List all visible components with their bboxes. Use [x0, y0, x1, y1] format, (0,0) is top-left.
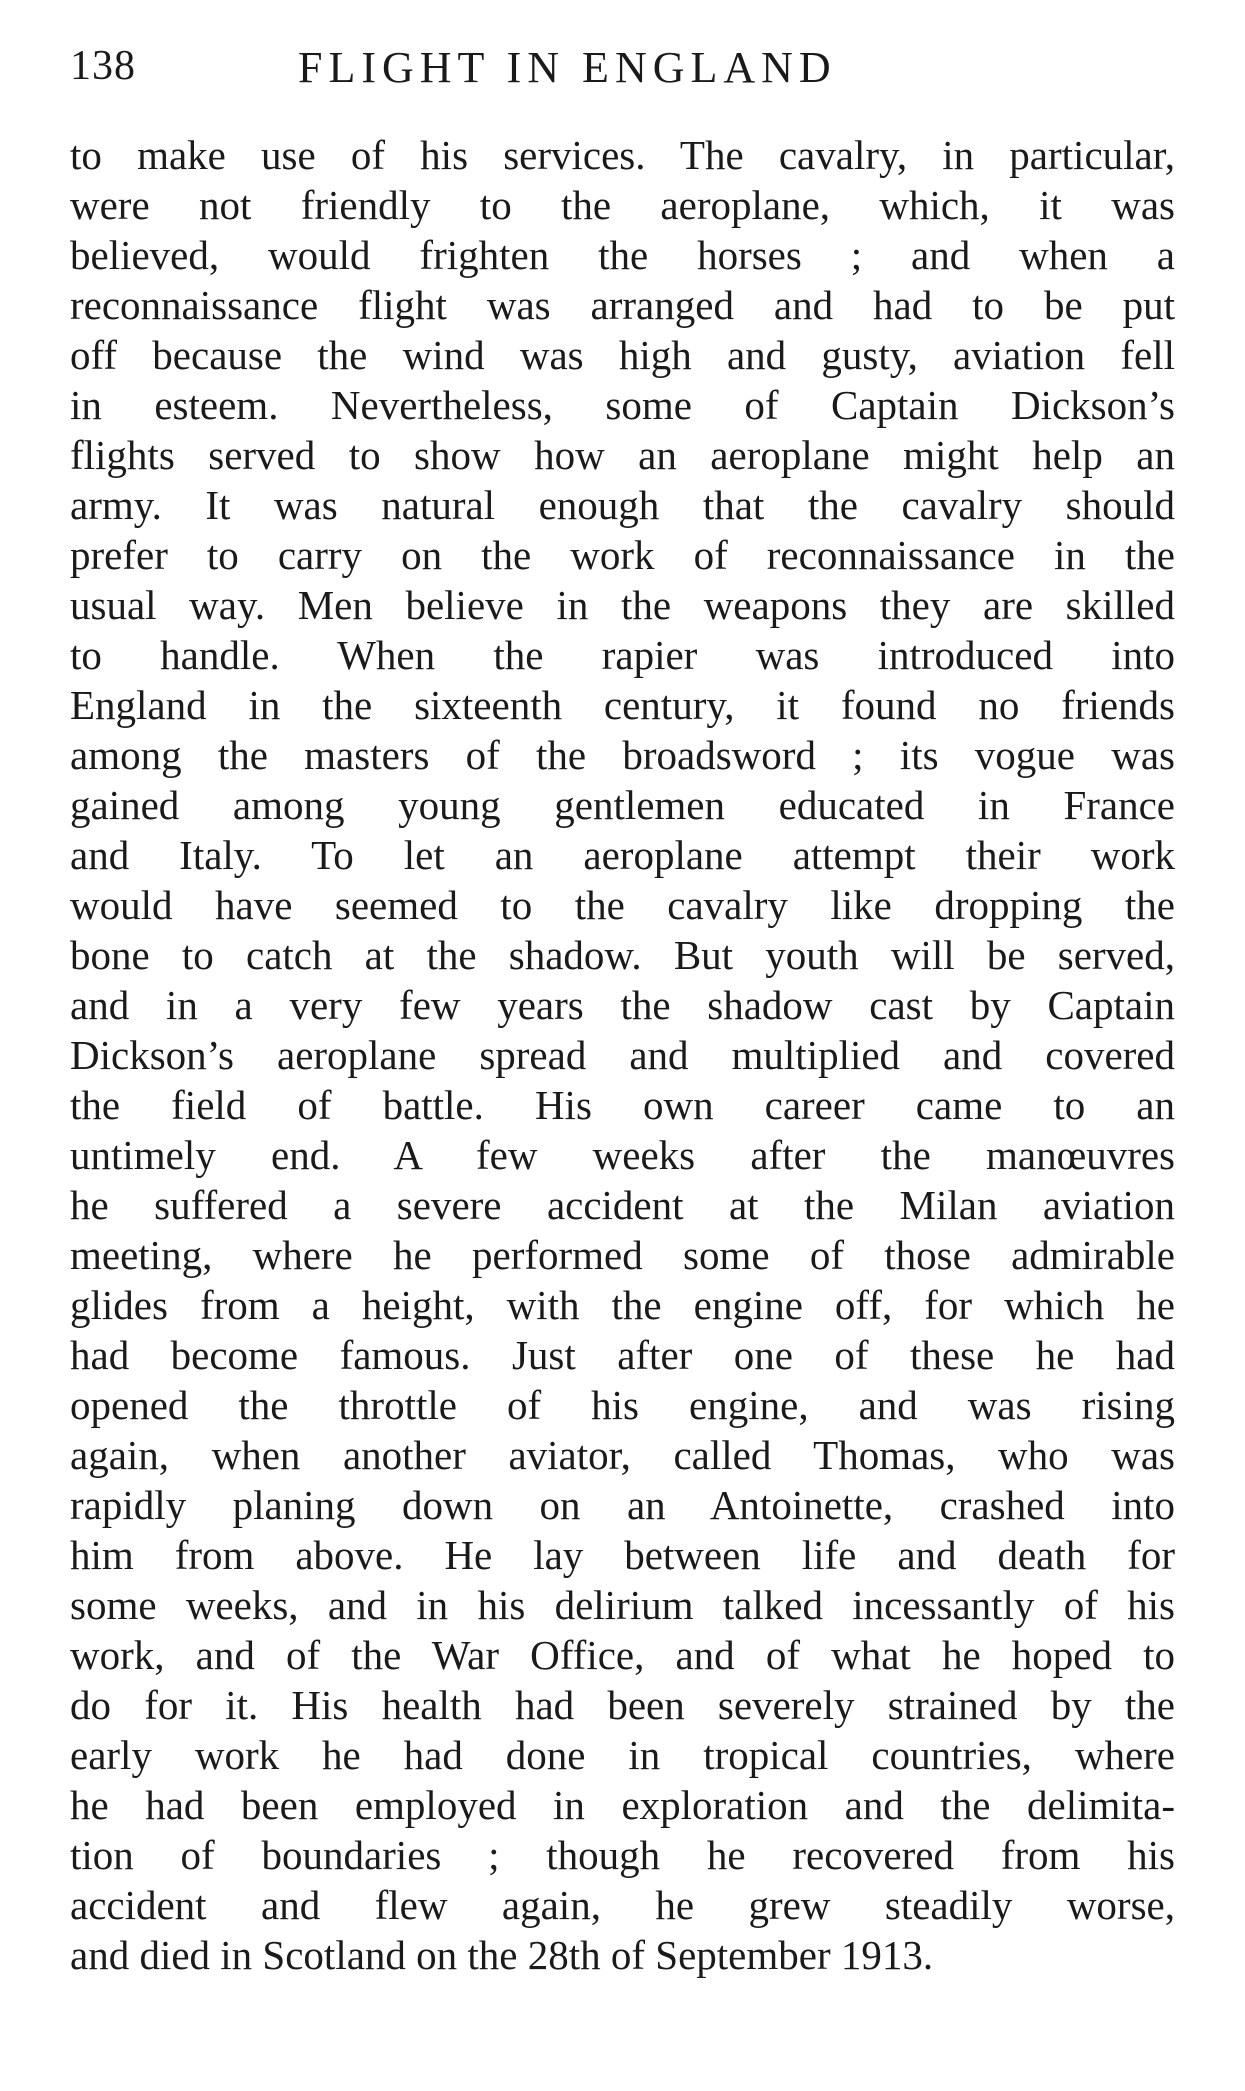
text-line: opened the throttle of his engine, and was rising	[70, 1382, 1175, 1428]
running-title: FLIGHT IN ENGLAND	[298, 43, 837, 92]
text-line: England in the sixteenth century, it found no friends	[70, 682, 1175, 728]
text-line: again, when another aviator, called Thomas, who was	[70, 1432, 1175, 1478]
text-line: reconnaissance flight was arranged and had to be put	[70, 282, 1175, 328]
text-line: flights served to show how an aeroplane might help an	[70, 432, 1175, 478]
text-line: he had been employed in exploration and the delimita-	[70, 1782, 1175, 1828]
text-line: in esteem. Nevertheless, some of Captain Dickson’s	[70, 382, 1175, 428]
text-line: usual way. Men believe in the weapons they are skilled	[70, 582, 1175, 628]
text-line: among the masters of the broadsword ; its vogue was	[70, 732, 1175, 778]
text-line: work, and of the War Office, and of what he hoped to	[70, 1632, 1175, 1678]
body-paragraph	[70, 130, 1175, 1980]
text-line: rapidly planing down on an Antoinette, crashed into	[70, 1482, 1175, 1528]
text-line: would have seemed to the cavalry like dropping the	[70, 882, 1175, 928]
text-line: glides from a height, with the engine off, for which he	[70, 1282, 1175, 1328]
text-line: army. It was natural enough that the cavalry should	[70, 482, 1175, 528]
text-line: believed, would frighten the horses ; and when a	[70, 232, 1175, 278]
running-head	[70, 42, 1175, 102]
text-line: untimely end. A few weeks after the manœuvres	[70, 1132, 1175, 1178]
text-line: early work he had done in tropical countries, where	[70, 1732, 1175, 1778]
text-line: some weeks, and in his delirium talked incessantly of his	[70, 1582, 1175, 1628]
text-line: had become famous. Just after one of these he had	[70, 1332, 1175, 1378]
text-line: and Italy. To let an aeroplane attempt their work	[70, 832, 1175, 878]
text-line: gained among young gentlemen educated in France	[70, 782, 1175, 828]
text-line: and in a very few years the shadow cast by Captain	[70, 982, 1175, 1028]
text-line: Dickson’s aeroplane spread and multiplied and covered	[70, 1032, 1175, 1078]
page-number: 138	[70, 43, 136, 89]
text-line-last: and died in Scotland on the 28th of September 1913.	[70, 1932, 934, 1978]
text-line: to make use of his services. The cavalry, in particular,	[70, 132, 1175, 178]
text-line: prefer to carry on the work of reconnaissance in the	[70, 532, 1175, 578]
text-line: he suffered a severe accident at the Milan aviation	[70, 1182, 1175, 1228]
text-line: to handle. When the rapier was introduced into	[70, 632, 1175, 678]
text-line: tion of boundaries ; though he recovered from his	[70, 1832, 1175, 1878]
text-line: the field of battle. His own career came to an	[70, 1082, 1175, 1128]
text-line: were not friendly to the aeroplane, which, it was	[70, 182, 1175, 228]
text-line: accident and flew again, he grew steadily worse,	[70, 1882, 1175, 1928]
text-line: meeting, where he performed some of those admirable	[70, 1232, 1175, 1278]
text-line: him from above. He lay between life and death for	[70, 1532, 1175, 1578]
text-line: bone to catch at the shadow. But youth will be served,	[70, 932, 1175, 978]
text-line: do for it. His health had been severely strained by the	[70, 1682, 1175, 1728]
text-line: off because the wind was high and gusty, aviation fell	[70, 332, 1175, 378]
